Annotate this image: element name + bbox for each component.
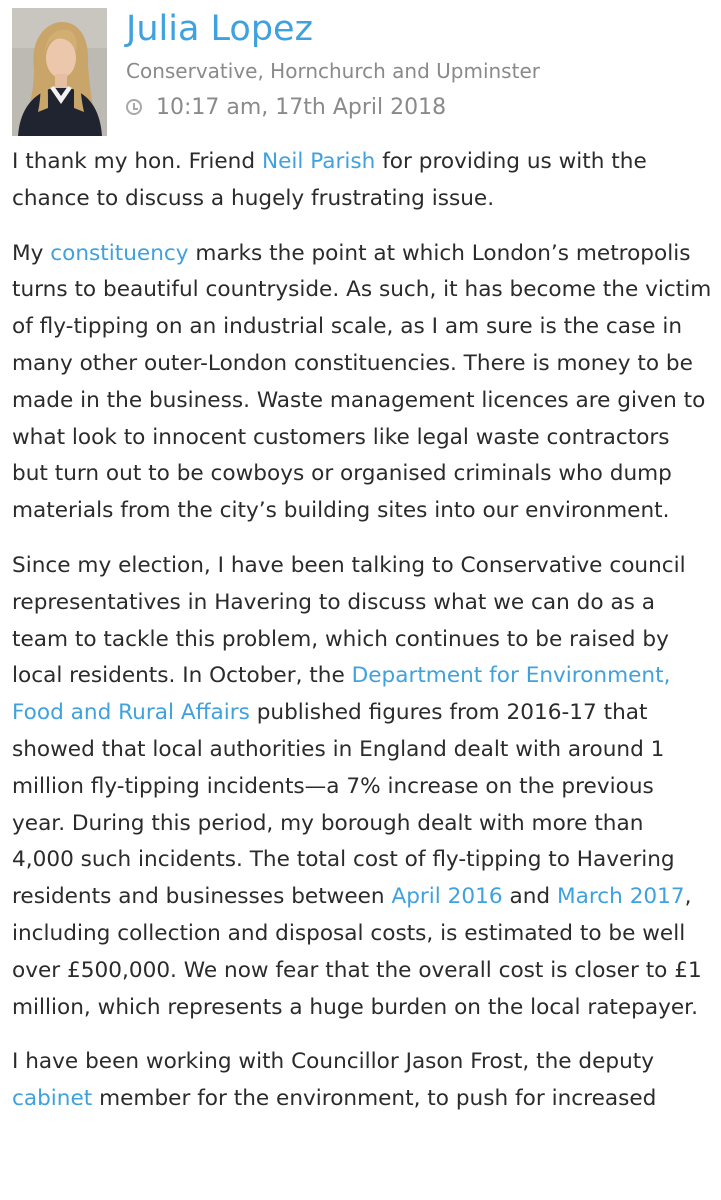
link-constituency[interactable]: constituency: [50, 240, 189, 266]
text-segment: Since my election, I have been talking to Conservative council representatives in Havering to discuss what we can do as a team to tackle this problem, which continues to be raised by local residents. In October, the: [12, 552, 686, 689]
speaker-avatar[interactable]: [12, 8, 107, 136]
text-segment: My: [12, 240, 51, 266]
link-neil-parish[interactable]: Neil Parish: [261, 149, 376, 174]
text-segment: , including collection and disposal costs, is estimated to be well over £500,000. We now fear that the overall cost is closer to £1 million, which represents a huge burden on the local ratepayer.: [12, 884, 702, 1020]
party-constituency: Conservative, Hornchurch and Upminster: [126, 59, 540, 83]
text-segment: and: [502, 884, 557, 910]
timestamp-text: 10:17 am, 17th April 2018: [156, 95, 447, 120]
text-segment: published figures from 2016-17 that showed that local authorities in England dealt with around 1 million fly-tipping incidents—a 7% increase on the previous year. During this period, my borough dealt with more than 4,000 such incidents. The total cost of fly-tipping to Havering residents and businesses between: [12, 700, 675, 910]
timestamp: [126, 94, 446, 122]
speech-body: [12, 144, 712, 1136]
speech-paragraph-4: [12, 1044, 712, 1118]
speech-paragraph-3: [12, 548, 712, 1026]
text-segment: marks the point at which London’s metropolis turns to beautiful countryside. As such, it has become the victim of fly-tipping on an industrial scale, as I am sure is the case in many other outer-London constituencies. There is money to be made in the business. Waste management licences are given to what look to innocent customers like legal waste contractors but turn out to be cowboys or organised criminals who dump materials from the city’s building sites into our environment.: [12, 240, 712, 524]
text-segment: I thank my hon. Friend: [12, 149, 262, 174]
link-april-2016[interactable]: April 2016: [391, 884, 503, 910]
link-cabinet[interactable]: cabinet: [12, 1086, 93, 1112]
speaker-header: [12, 8, 712, 138]
speaker-name-link[interactable]: Julia Lopez: [126, 9, 313, 49]
speech-paragraph-2: [12, 236, 712, 530]
clock-icon: [126, 99, 142, 115]
link-defra[interactable]: Department for Environment, Food and Rural Affairs: [12, 663, 671, 726]
text-segment: member for the environment, to push for increased: [92, 1086, 657, 1112]
text-segment: I have been working with Councillor Jason Frost, the deputy: [12, 1049, 655, 1075]
text-segment: for providing us with the chance to discuss a hugely frustrating issue.: [12, 149, 647, 211]
portrait-photo: [12, 8, 107, 136]
speech-paragraph-1: [12, 144, 712, 218]
link-march-2017[interactable]: March 2017: [557, 884, 685, 910]
